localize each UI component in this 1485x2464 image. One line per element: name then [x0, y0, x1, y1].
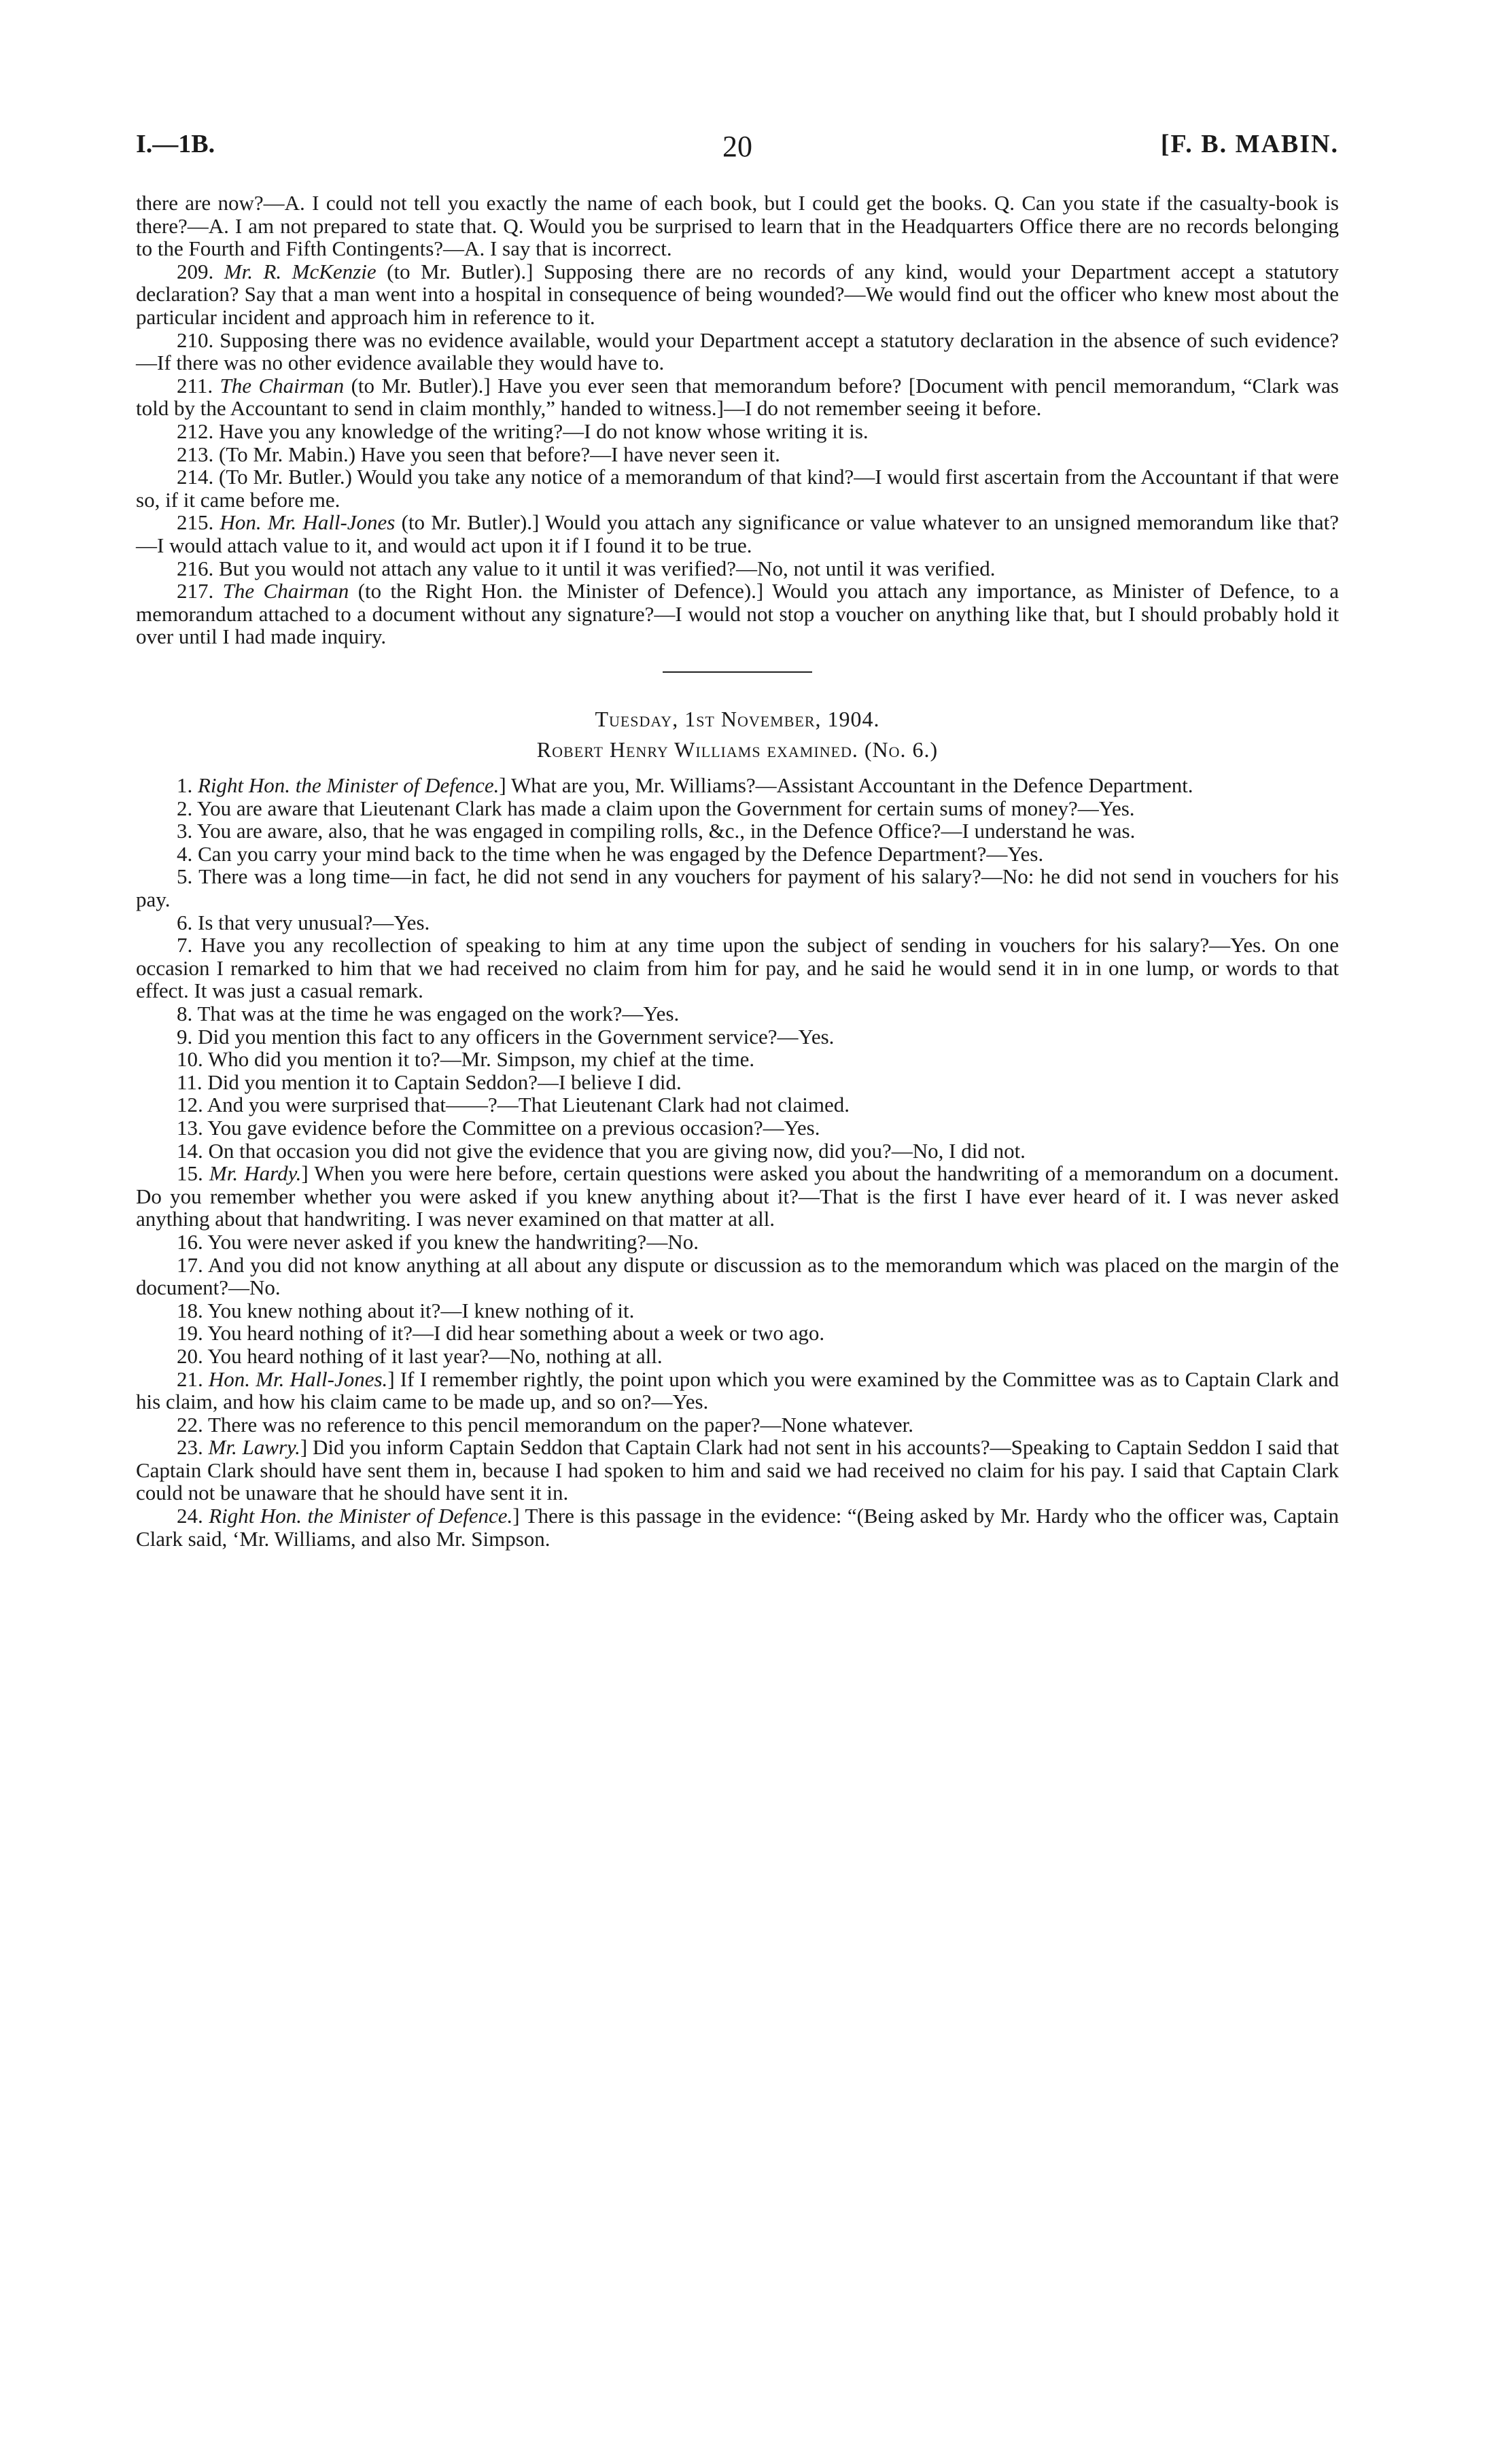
- paragraph-text: You heard nothing of it last year?—No, nothing at all.: [207, 1343, 663, 1368]
- speaker-lead: (to Mr. Butler).]: [395, 510, 546, 535]
- evidence-paragraph: [136, 1025, 1339, 1049]
- evidence-paragraph: [136, 1140, 1339, 1163]
- speaker-lead: ]: [300, 1435, 313, 1460]
- evidence-paragraph: [136, 260, 1339, 329]
- evidence-paragraph: [136, 1093, 1339, 1116]
- paragraph-text: there are now?—A. I could not tell you exactly the name of each book, but I could get the books. Q. Can you state if the casualty-book is there?—A. I am not prepared to state that. Q. Would you be surprised to learn that in the Headquarters Office there are no records belonging to the Fourth and Fifth Contingents?—A. I say that is incorrect.: [136, 191, 1339, 261]
- speaker-name: Hon. Mr. Hall-Jones.: [208, 1367, 388, 1391]
- evidence-paragraph: [136, 1436, 1339, 1504]
- question-number: 214.: [177, 465, 214, 489]
- question-number: 216.: [177, 556, 214, 580]
- paragraph-text: When you were here before, certain questions were asked you about the handwriting of a memorandum on a document. Do you remember whether you were asked if you knew anything about it?—That is the first I have ever heard of it. I was never asked anything about that handwriting. I was never examined on that matter at all.: [136, 1161, 1340, 1231]
- speaker-lead: ]: [301, 1161, 315, 1186]
- paragraph-text: Did you mention it to Captain Seddon?—I believe I did.: [207, 1070, 682, 1094]
- question-number: 14.: [177, 1138, 203, 1163]
- question-number: 2.: [177, 796, 193, 820]
- evidence-paragraph: [136, 465, 1339, 511]
- question-number: 20.: [177, 1343, 203, 1368]
- evidence-paragraph: [136, 1116, 1339, 1140]
- evidence-paragraph: [136, 774, 1339, 797]
- paragraph-text: (To Mr. Mabin.) Have you seen that before?—I have never seen it.: [219, 442, 780, 466]
- evidence-paragraph: [136, 580, 1339, 648]
- section-witness: [136, 739, 1339, 762]
- paragraph-text: What are you, Mr. Williams?—Assistant Accountant in the Defence Department.: [510, 773, 1193, 798]
- evidence-paragraph: [136, 1413, 1339, 1437]
- question-number: 6.: [177, 910, 193, 934]
- question-number: 23.: [177, 1435, 203, 1460]
- section-divider: [663, 671, 812, 673]
- paragraph-text: And you were surprised that——?—That Lieutenant Clark had not claimed.: [207, 1093, 850, 1117]
- question-number: 12.: [177, 1093, 203, 1117]
- paragraph-text: There is this passage in the evidence: “(Being asked by Mr. Hardy who the officer was, Captain Clark said, ‘Mr. Williams, and also Mr. Simpson.: [136, 1504, 1339, 1551]
- question-number: 13.: [177, 1115, 203, 1140]
- paragraph-text: Have you any recollection of speaking to him at any time upon the subject of sending in vouchers for his salary?—Yes. On one occasion I remarked to him that we had received no claim from him for pay, and he said he would send it in in one lump, or words to that effect. It was just a casual remark.: [136, 933, 1339, 1003]
- paragraph-text: Would you attach any significance or value whatever to an unsigned memorandum like that?—I would attach value to it, and would act upon it if I found it to be true.: [136, 510, 1339, 557]
- paragraph-text: You were never asked if you knew the handwriting?—No.: [207, 1229, 699, 1254]
- evidence-paragraph: [136, 557, 1339, 580]
- question-number: 4.: [177, 841, 193, 866]
- evidence-paragraph: [136, 1231, 1339, 1254]
- paragraph-text: Can you carry your mind back to the time when he was engaged by the Defence Department?—Yes.: [198, 841, 1044, 866]
- question-number: 5.: [177, 864, 193, 889]
- evidence-paragraph: [136, 1299, 1339, 1322]
- question-number: 215.: [177, 510, 214, 535]
- speaker-name: Hon. Mr. Hall-Jones: [220, 510, 396, 535]
- evidence-paragraph: [136, 1071, 1339, 1094]
- evidence-after: [136, 774, 1339, 1550]
- paragraph-text: On that occasion you did not give the evidence that you are giving now, did you?—No, I did not.: [208, 1138, 1026, 1163]
- evidence-paragraph: [136, 820, 1339, 843]
- question-number: 7.: [177, 933, 193, 957]
- header-witness: [F. B. MABIN.: [1160, 130, 1339, 158]
- paragraph-text: Supposing there are no records of any kind, would your Department accept a statutory declaration? Say that a man went into a hospital in consequence of being wounded?—We would find out the officer who knew most about the particular incident and approach him in reference to it.: [136, 259, 1340, 329]
- paragraph-text: There was no reference to this pencil memorandum on the paper?—None whatever.: [207, 1412, 914, 1437]
- evidence-paragraph: [136, 1345, 1339, 1368]
- speaker-name: Mr. Hardy.: [209, 1161, 302, 1186]
- witness-line: Robert Henry Williams examined. (No. 6.): [536, 737, 939, 762]
- speaker-name: The Chairman: [222, 579, 349, 603]
- question-number: 21.: [177, 1367, 203, 1391]
- evidence-paragraph: [136, 911, 1339, 934]
- paragraph-text: There was a long time—in fact, he did not send in any vouchers for payment of his salary?—No: he did not send in vouchers for his pay.: [136, 864, 1339, 912]
- header-reference: I.—1B.: [136, 130, 215, 158]
- question-number: 212.: [177, 419, 214, 443]
- paragraph-text: If I remember rightly, the point upon which you were examined by the Committee was as to Captain Clark and his claim, and how his claim came to be made up, and so on?—Yes.: [136, 1367, 1340, 1414]
- question-number: 10.: [177, 1047, 203, 1072]
- paragraph-text: You heard nothing of it?—I did hear something about a week or two ago.: [207, 1321, 825, 1345]
- document-body: [136, 192, 1339, 1550]
- evidence-paragraph: [136, 1504, 1339, 1550]
- paragraph-text: Have you ever seen that memorandum before? [Document with pencil memorandum, “Clark was told by the Accountant to send in claim monthly,” handed to witness.]—I do not remember seeing it before.: [136, 373, 1339, 421]
- question-number: 211.: [177, 373, 213, 398]
- question-number: 11.: [177, 1070, 203, 1094]
- question-number: 3.: [177, 819, 193, 843]
- evidence-paragraph: [136, 1254, 1339, 1299]
- paragraph-text: You are aware that Lieutenant Clark has made a claim upon the Government for certain sums of money?—Yes.: [196, 796, 1135, 820]
- question-number: 210.: [177, 328, 214, 352]
- question-number: 22.: [177, 1412, 203, 1437]
- speaker-lead: (to the Right Hon. the Minister of Defence).]: [349, 579, 773, 603]
- paragraph-text: Would you attach any importance, as Minister of Defence, to a memorandum attached to a document without any signature?—I would not stop a voucher on anything like that, but I should probably hold it over until I had made inquiry.: [136, 579, 1339, 649]
- question-number: 17.: [177, 1252, 203, 1277]
- paragraph-text: You are aware, also, that he was engaged in compiling rolls, &c., in the Defence Office?—I understand he was.: [196, 819, 1136, 843]
- section-date: Tuesday, 1st November, 1904.: [595, 706, 880, 731]
- paragraph-text: But you would not attach any value to it until it was verified?—No, not until it was verified.: [219, 556, 996, 580]
- speaker-lead: ]: [512, 1504, 525, 1528]
- speaker-lead: (to Mr. Butler).]: [344, 373, 498, 398]
- page-header: [136, 129, 1339, 170]
- paragraph-text: Is that very unusual?—Yes.: [198, 910, 430, 934]
- question-number: 15.: [177, 1161, 203, 1186]
- evidence-paragraph: [136, 1162, 1339, 1231]
- evidence-paragraph: [136, 797, 1339, 820]
- speaker-name: Right Hon. the Minister of Defence.: [198, 773, 500, 798]
- evidence-paragraph: [136, 1368, 1339, 1413]
- evidence-paragraph: [136, 865, 1339, 911]
- speaker-lead: (to Mr. Butler).]: [376, 259, 544, 283]
- evidence-paragraph: [136, 1002, 1339, 1025]
- question-number: 16.: [177, 1229, 203, 1254]
- paragraph-text: Did you mention this fact to any officers in the Government service?—Yes.: [198, 1024, 835, 1049]
- question-number: 209.: [177, 259, 214, 283]
- evidence-paragraph: [136, 934, 1339, 1002]
- question-number: 217.: [177, 579, 214, 603]
- paragraph-text: Supposing there was no evidence available, would your Department accept a statutory declaration in the absence of such evidence?—If there was no other evidence available they would have to.: [136, 328, 1340, 375]
- paragraph-text: Who did you mention it to?—Mr. Simpson, my chief at the time.: [207, 1047, 755, 1072]
- paragraph-text: That was at the time he was engaged on the work?—Yes.: [197, 1002, 680, 1025]
- question-number: 213.: [177, 442, 214, 466]
- question-number: 8.: [177, 1002, 193, 1025]
- speaker-name: Right Hon. the Minister of Defence.: [209, 1504, 513, 1528]
- question-number: 24.: [177, 1504, 203, 1528]
- question-number: 18.: [177, 1298, 203, 1322]
- evidence-paragraph: [136, 1322, 1339, 1345]
- paragraph-text: Did you inform Captain Seddon that Captain Clark had not sent in his accounts?—Speaking to Captain Seddon I said that Captain Clark should have sent them in, because I had spoken to him and said we had received no claim for his pay. I said that Captain Clark could not be unaware that he should have sent it in.: [136, 1435, 1340, 1505]
- evidence-paragraph: [136, 511, 1339, 557]
- evidence-paragraph: [136, 1048, 1339, 1071]
- paragraph-text: You knew nothing about it?—I knew nothing of it.: [207, 1298, 635, 1322]
- evidence-paragraph: [136, 843, 1339, 866]
- speaker-lead: ]: [499, 773, 511, 798]
- page-number: 20: [722, 130, 752, 163]
- question-number: 19.: [177, 1321, 203, 1345]
- paragraph-text: (To Mr. Butler.) Would you take any notice of a memorandum of that kind?—I would first ascertain from the Accountant if that were so, if it came before me.: [136, 465, 1339, 512]
- evidence-paragraph: [136, 443, 1339, 466]
- evidence-before: [136, 192, 1339, 648]
- paragraph-text: And you did not know anything at all about any dispute or discussion as to the memorandum which was placed on the margin of the document?—No.: [136, 1252, 1340, 1300]
- question-number: 9.: [177, 1024, 193, 1049]
- speaker-name: Mr. R. McKenzie: [224, 259, 377, 283]
- speaker-name: Mr. Lawry.: [208, 1435, 300, 1460]
- paragraph-text: Have you any knowledge of the writing?—I do not know whose writing it is.: [219, 419, 869, 443]
- evidence-paragraph: [136, 192, 1339, 260]
- question-number: 1.: [177, 773, 193, 798]
- evidence-paragraph: [136, 329, 1339, 374]
- speaker-lead: ]: [387, 1367, 400, 1391]
- paragraph-text: You gave evidence before the Committee on a previous occasion?—Yes.: [207, 1115, 820, 1140]
- evidence-paragraph: [136, 420, 1339, 443]
- speaker-name: The Chairman: [220, 373, 345, 398]
- evidence-paragraph: [136, 374, 1339, 420]
